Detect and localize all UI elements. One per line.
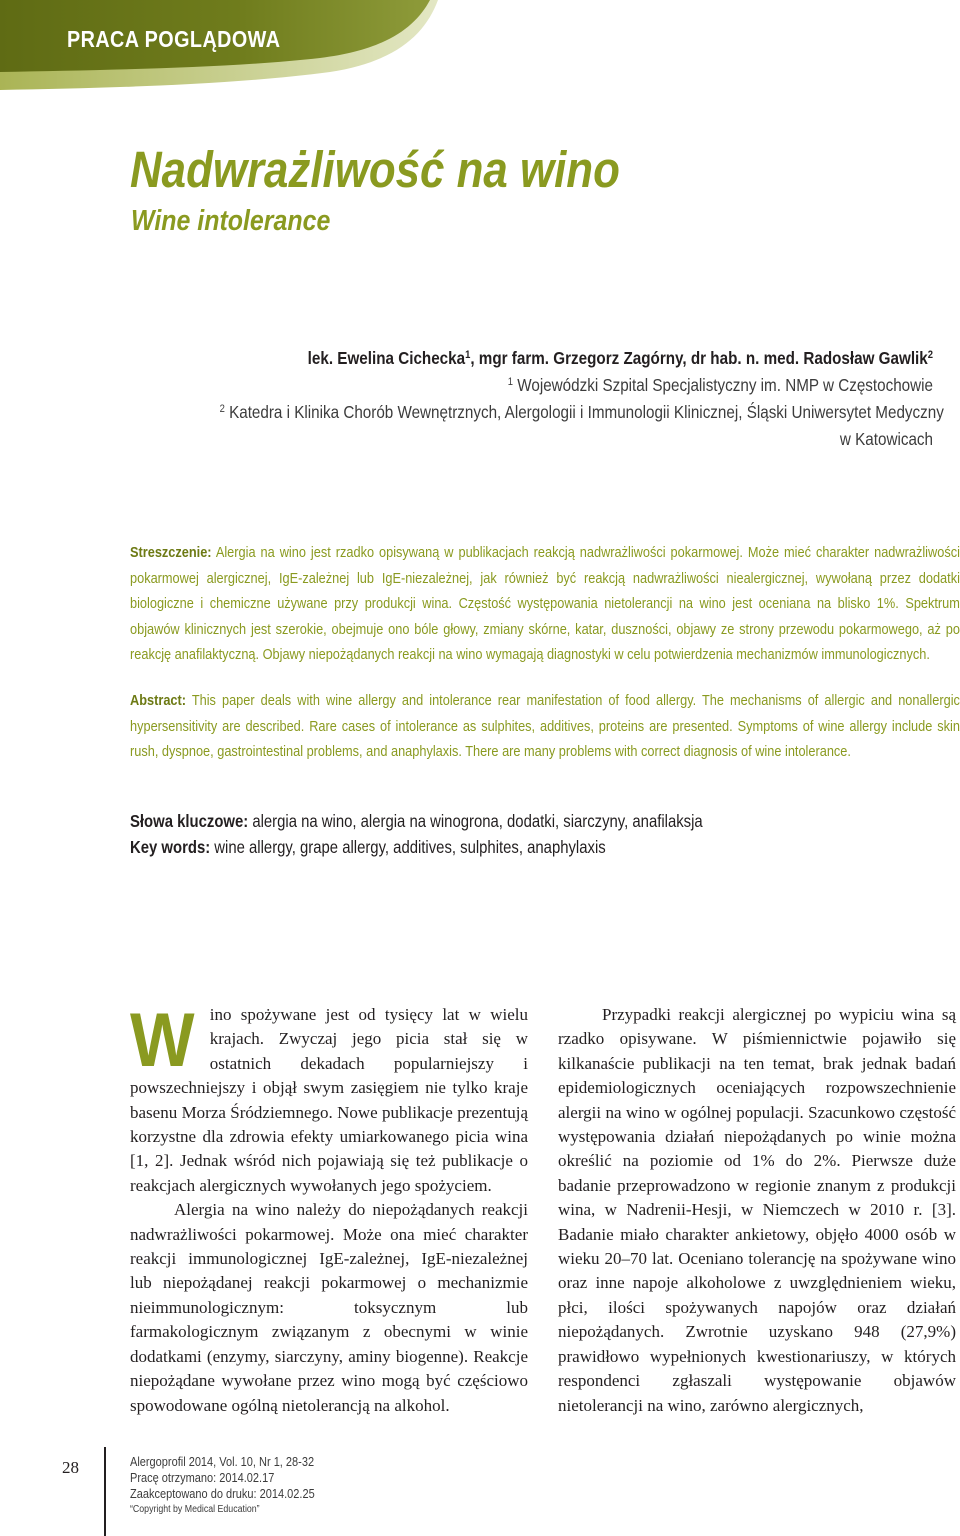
abstract-polish-label: Streszczenie: (130, 544, 212, 561)
affiliation-2-continued: w Katowicach (839, 429, 933, 449)
header-band-graphic (0, 0, 960, 110)
journal-citation: Alergoprofil 2014, Vol. 10, Nr 1, 28-32 (130, 1455, 315, 1469)
body-paragraph: Alergia na wino należy do niepożądanych reakcji nadwrażliwości pokarmowej. Może ona mieć charakter reakcji immunologicznej IgE-zależnej, IgE-niezależnej lub niepożądanej reakcji pokarmowej o mechanizmie nieimmunologicznym: toksycznym lub farmakologicznym związanym z obecnymi w winie dodatkami (enzymy, siarczyny, aminy biogenne). Reakcje niepożądane wywołane przez wino mogą być częściowo spowodowane ogólną nietolerancją na alkohol. (130, 1200, 528, 1415)
article-title: Nadwrażliwość na wino (130, 141, 620, 198)
keywords-english (130, 834, 703, 860)
section-label: PRACA POGLĄDOWA (67, 26, 281, 52)
affiliation-1-mark: 1 (507, 376, 514, 389)
abstract-polish (130, 540, 960, 668)
author-2-and-3: , mgr farm. Grzegorz Zagórny, dr hab. n. med. Radosław Gawlik (470, 348, 928, 368)
article-subtitle: Wine intolerance (131, 205, 331, 237)
author-1-affiliation-mark: 1 (465, 349, 471, 362)
author-3-affiliation-mark: 2 (927, 349, 933, 362)
footer-info (130, 1455, 340, 1518)
header-band (0, 0, 960, 110)
affiliation-1 (220, 372, 933, 399)
affiliation-2-mark: 2 (219, 403, 225, 416)
author-line (220, 345, 933, 372)
drop-cap: W (130, 998, 195, 1083)
author-1: lek. Ewelina Cichecka (307, 348, 466, 368)
body-paragraph-text: ino spożywane jest od tysięcy lat w wielu krajach. Zwyczaj jego picia stał się w ostatnich dekadach popularniejszy i powszechniejszy i objął swym zasięgiem nie tylko kraje basenu Morza Śródziemnego. Nowe publikacje prezentują korzystne dla zdrowia efekty umiarkowanego picia wina [1, 2]. Jednak wśród nich pojawiają się też publikacje o reakcjach alergicznych wywołanych jego spożyciem. (130, 1005, 528, 1195)
body-column-left (130, 998, 528, 1418)
affiliation-2-text: Katedra i Klinika Chorób Wewnętrznych, Alergologii i Immunologii Klinicznej, Śląski Uniwersytet Medyczny (224, 402, 944, 422)
affiliation-2 (219, 399, 944, 426)
page-number: 28 (62, 1458, 79, 1477)
keywords-polish-label: Słowa kluczowe: (130, 811, 249, 831)
body-paragraph (130, 998, 528, 1198)
keywords-polish (130, 808, 703, 834)
accepted-date: Zaakceptowano do druku: 2014.02.25 (130, 1486, 315, 1501)
body-column-right (558, 1003, 956, 1418)
copyright-notice: “Copyright by Medical Education” (130, 1504, 260, 1516)
received-date: Pracę otrzymano: 2014.02.17 (130, 1470, 275, 1485)
abstract-english-label: Abstract: (130, 692, 187, 709)
affiliation-1-text: Wojewódzki Szpital Specjalistyczny im. NMP w Częstochowie (513, 375, 933, 395)
authors-block (113, 345, 944, 453)
abstract-english-text: This paper deals with wine allergy and intolerance rear manifestation of food allergy. The mechanisms of allergic and nonallergic hypersensitivity are described. Rare cases of intolerance as sulphites, additives, proteins are presented. Symptoms of wine allergy include skin rush, dyspnoe, gastrointestinal problems, and anaphylaxis. There are many problems with correct diagnosis of wine intolerance. (130, 692, 960, 761)
abstract-english (130, 688, 960, 765)
keywords-polish-text: alergia na wino, alergia na winogrona, dodatki, siarczyny, anafilaksja (248, 811, 703, 831)
abstract-polish-text: Alergia na wino jest rzadko opisywaną w publikacjach reakcją nadwrażliwości pokarmowej. Może mieć charakter nadwrażliwości pokarmowej alergicznej, IgE-zależnej lub IgE-niezależnej, jak również być reakcją nadwrażliwości niealergicznej, wywołaną przez dodatki biologiczne i chemiczne używane przy produkcji wina. Częstość występowania nietolerancji na wino jest oceniana na blisko 1%. Spektrum objawów klinicznych jest szerokie, obejmuje ono bóle głowy, zmiany skórne, katar, duszności, objawy ze strony przewodu pokarmowego, aż po reakcję anafilaktyczną. Objawy niepożądanych reakcji na wino wymagają diagnostyki w celu potwierdzenia mechanizmów immunologicznych. (130, 544, 960, 664)
footer-divider (104, 1447, 106, 1536)
keywords-block (130, 808, 804, 860)
body-paragraph: Przypadki reakcji alergicznej po wypiciu wina są rzadko opisywane. W piśmiennictwie pojawiło się kilkanaście publikacji na ten temat, brak jednak badań epidemiologicznych oceniających rozpowszechnienie alergii na wino w ogólnej populacji. Szacunkowo częstość występowania działań niepożądanych po winie można określić na poziomie od 1% do 2%. Pierwsze duże badanie przeprowadzono w regionie znanym z produkcji wina, w Nadrenii-Hesji, w Niemczech w 2010 r. [3]. Badanie miało charakter ankietowy, objęło 4000 osób w wieku 20–70 lat. Oceniano tolerancję na spożywane wino oraz inne napoje alkoholowe z uwzględnieniem wieku, płci, ilości spożywanych napojów oraz działań niepożądanych. Zwrotnie uzyskano 948 (27,9%) prawidłowo wypełnionych kwestionariuszy, w których respondenci zgłaszali występowanie objawów nietolerancji na wino, zarówno alergicznych, (558, 1005, 956, 1415)
keywords-english-label: Key words: (130, 837, 211, 857)
keywords-english-text: wine allergy, grape allergy, additives, sulphites, anaphylaxis (210, 837, 606, 857)
